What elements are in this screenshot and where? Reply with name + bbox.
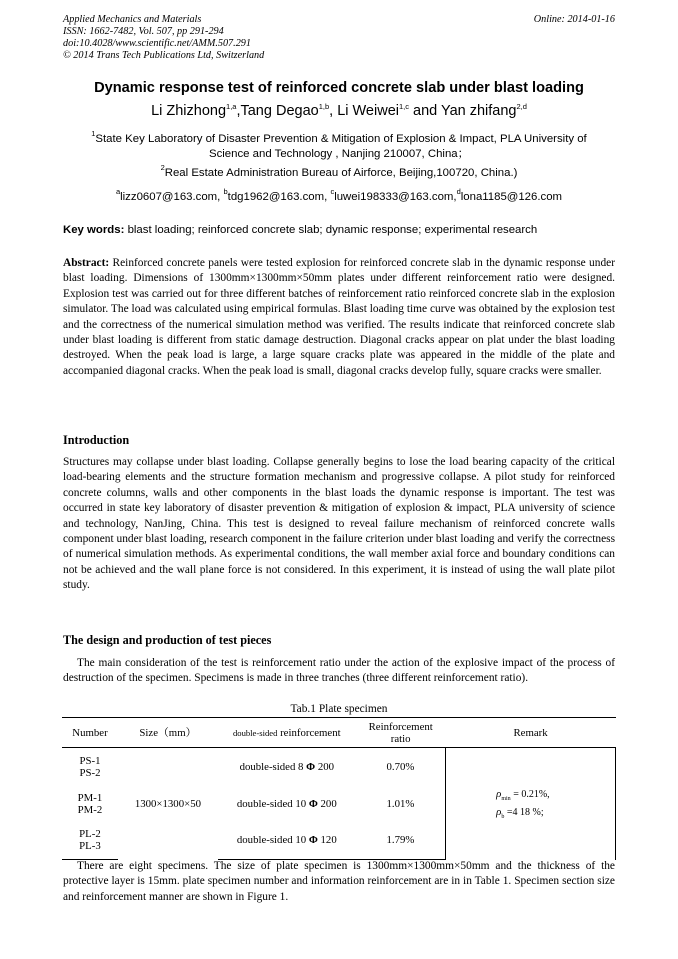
cell-reinforcement	[218, 748, 356, 786]
cell-number	[62, 748, 118, 786]
email-b-sup: b	[223, 187, 228, 196]
reinforcement-text: double-sided 10	[236, 797, 307, 810]
specimen-id: PS-2	[79, 766, 101, 779]
cell-reinforcement	[218, 786, 356, 822]
keywords-text: blast loading; reinforced concrete slab; dynamic response; experimental research	[124, 224, 538, 236]
cell-remark	[446, 748, 616, 860]
email-d: lona1185@126.com	[460, 191, 563, 203]
cell-number	[62, 786, 118, 822]
specimen-id: PM-2	[77, 803, 103, 816]
header-reinforcement	[218, 718, 356, 748]
remark-value-1: = 0.21%,	[510, 788, 550, 800]
online-date: Online: 2014-01-16	[533, 14, 615, 25]
affiliation-1	[63, 129, 615, 162]
abstract-label: Abstract:	[63, 257, 110, 269]
affiliation-2-text: Real Estate Administration Bureau of Airforce, Beijing,100720, China.)	[164, 167, 518, 179]
specimen-id: PL-3	[79, 840, 101, 853]
rebar-symbol-icon: Φ	[308, 797, 318, 810]
table-caption: Tab.1 Plate specimen	[290, 703, 388, 715]
author-3: , Li Weiwei	[329, 103, 399, 119]
cell-reinforcement	[218, 822, 356, 860]
remark-value-2: =4 18 %;	[504, 806, 544, 818]
affiliation-2-sup: 2	[160, 163, 165, 172]
issn-line: ISSN: 1662-7482, Vol. 507, pp 291-294	[63, 26, 224, 37]
specimen-id: PM-1	[77, 791, 103, 804]
remark-line-2	[496, 806, 615, 820]
rho-symbol-icon: ρ	[496, 787, 502, 800]
rebar-symbol-icon: Φ	[308, 834, 318, 847]
journal-header	[63, 14, 264, 62]
design-heading: The design and production of test pieces	[63, 633, 272, 647]
author-4-sup: 2,d	[516, 102, 527, 111]
header-ratio-line2: ratio	[390, 732, 411, 745]
author-list	[0, 103, 678, 119]
email-c-sup: c	[330, 187, 335, 196]
table-header-row	[62, 718, 616, 748]
rebar-symbol-icon: Φ	[306, 760, 316, 773]
reinforcement-text: double-sided 8	[239, 760, 304, 773]
affiliation-1-sup: 1	[91, 129, 96, 138]
closing-paragraph: There are eight specimens. The size of plate specimen is 1300mm×1300mm×50mm and the thickness of the protective layer is 15mm. plate specimen number and information reinforcement are in in Table 1. Specimen section size and reinforcement manner are shown in Figure 1.	[63, 860, 615, 903]
author-2-sup: 1,b	[318, 102, 330, 111]
header-reinforcement-prefix: double-sided	[232, 727, 278, 738]
affiliation-2	[63, 163, 615, 181]
email-a-sup: a	[115, 187, 121, 196]
keywords-label: Key words:	[63, 224, 125, 236]
abstract-text: Reinforced concrete panels were tested explosion for reinforced concrete slab in the dynamic response under blast loading. Dimensions of 1300mm×1300mm×50mm plates under different reinforcement ratio were designed. Explosion test was carried out for three different batches of reinforcement ratio reinforced concrete slab in the explosion simulator. The load was calculated using empirical formulas. Blast loading time curve was obtained by the explosion test and the correctness of the numerical simulation method was verified. The results indicate that reinforced concrete slab under blast loading is different from static damage destruction. Diagonal cracks appear on plat under the blast loading destroyed. When the peak load is large, a large square cracks plate was appeared in the middle of the plate and accompanied diagonal cracks. When the peak load is small, diagonal cracks develop fully, square cracks were smaller.	[63, 257, 615, 377]
design-paragraph: The main consideration of the test is reinforcement ratio under the action of the explosive impact of the process of destruction of the specimen. Specimens is made in three tranches (three different reinforcement ratio).	[63, 657, 615, 685]
journal-name: Applied Mechanics and Materials	[63, 14, 202, 25]
specimen-id: PS-1	[79, 754, 101, 767]
cell-number	[62, 822, 118, 860]
abstract-paragraph	[63, 256, 615, 379]
cell-ratio: 1.79%	[356, 822, 446, 860]
paper-title: Dynamic response test of reinforced concrete slab under blast loading	[94, 80, 584, 96]
affiliation-1-line1: State Key Laboratory of Disaster Prevention & Mitigation of Explosion & Impact, PLA University of	[95, 133, 587, 145]
author-2: ,Tang Degao	[236, 103, 319, 119]
table-row	[62, 748, 616, 786]
cell-size: 1300×1300×50	[134, 797, 201, 810]
introduction-heading: Introduction	[63, 433, 130, 447]
rho-symbol-icon: ρ	[496, 805, 502, 818]
author-3-sup: 1,c	[398, 102, 409, 111]
header-ratio	[356, 718, 446, 748]
keywords	[63, 224, 615, 236]
email-d-sup: d	[456, 187, 461, 196]
author-1: Li Zhizhong	[151, 103, 227, 119]
email-b: tdg1962@163.com,	[227, 191, 331, 203]
header-size: Size（mm）	[118, 718, 218, 748]
header-number: Number	[62, 718, 118, 748]
specimen-table	[62, 717, 616, 860]
email-list	[63, 187, 615, 205]
copyright-line: © 2014 Trans Tech Publications Ltd, Switzerland	[63, 50, 265, 61]
cell-ratio: 0.70%	[386, 760, 415, 773]
cell-ratio: 1.01%	[386, 797, 415, 810]
affiliation-1-line2: Science and Technology , Nanjing 210007, China；	[208, 148, 470, 160]
remark-line-1	[496, 788, 615, 802]
email-c: luwei198333@163.com,	[334, 191, 457, 203]
specimen-id: PL-2	[79, 828, 101, 841]
reinforcement-spacing: 200	[320, 797, 337, 810]
header-reinforcement-suffix: reinforcement	[277, 726, 341, 739]
header-remark: Remark	[446, 718, 616, 748]
reinforcement-spacing: 120	[320, 834, 337, 847]
doi-line: doi:10.4028/www.scientific.net/AMM.507.291	[63, 38, 251, 49]
author-1-sup: 1,a	[226, 102, 237, 111]
email-a: lizz0607@163.com,	[120, 191, 224, 203]
header-ratio-line1: Reinforcement	[368, 720, 433, 733]
rho-subscript: b	[501, 813, 505, 820]
rho-subscript: min	[501, 795, 511, 802]
author-4: and Yan zhifang	[409, 103, 517, 119]
reinforcement-text: double-sided 10	[236, 834, 307, 847]
reinforcement-spacing: 200	[317, 760, 335, 773]
introduction-paragraph: Structures may collapse under blast loading. Collapse generally begins to lose the load bearing capacity of the critical load-bearing elements and the structure formation mechanism and progressive collapse. A pilot study for reinforced concrete columns, walls and other components in the blast loads the dynamic response is important. The test was occurred in state key laboratory of disaster prevention & mitigation of explosion & impact, PLA university of science and technology, NanJing, China. This test is designed to reveal failure mechanism of reinforced concrete walls component under blast loading, research component in the failure criterion under blast loading and verify the correctness of numerical simulation methods. As experimental conditions, the wall member axial force and boundary conditions can not be achieved and the wall plane force is not considered. In this experiment, it is instead of using the wall plate pilot study.	[63, 456, 615, 592]
